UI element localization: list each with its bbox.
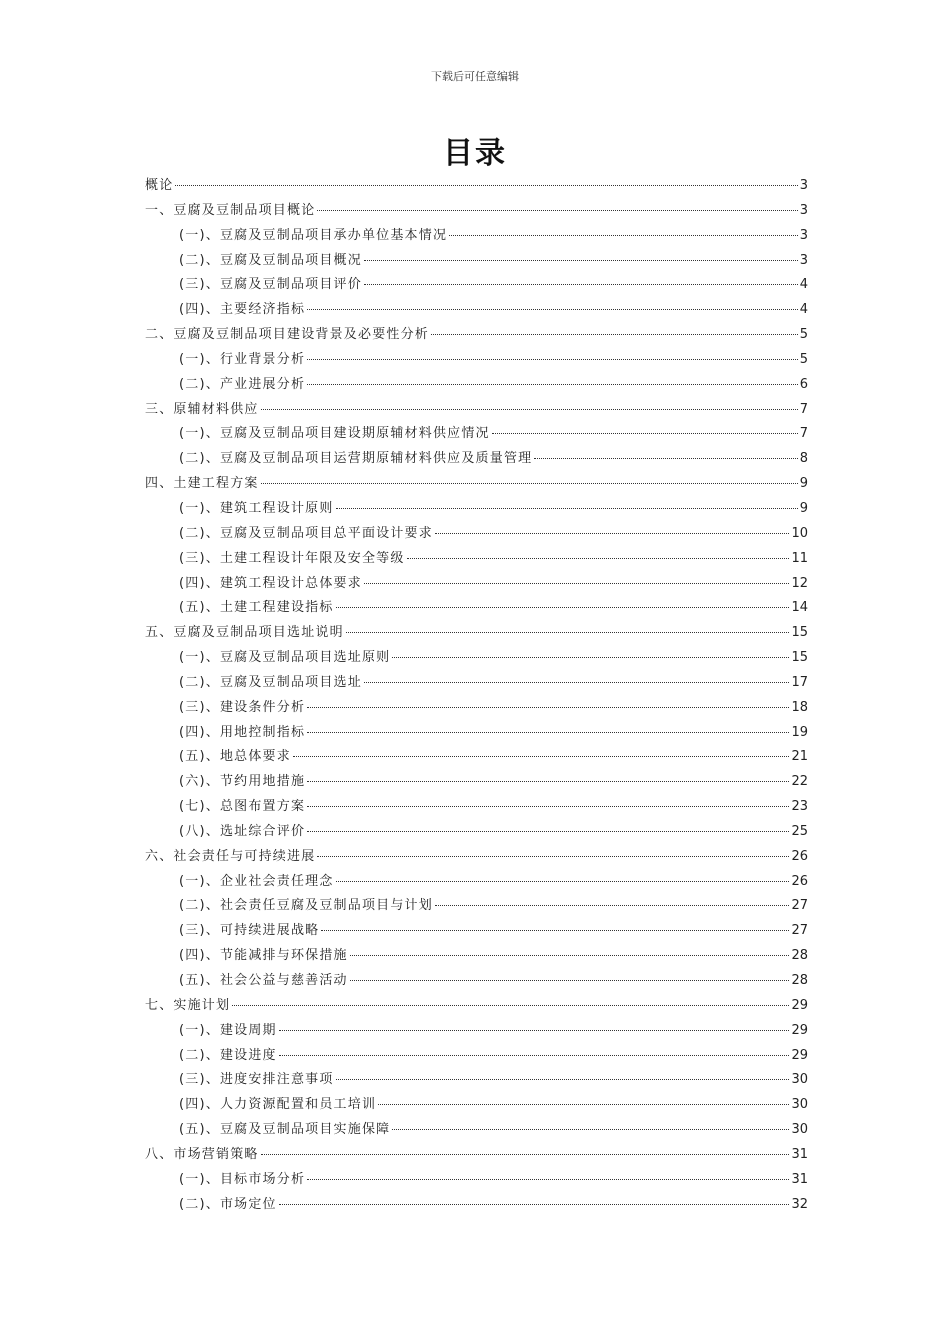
toc-entry-page-number: 31: [791, 1171, 808, 1187]
toc-dot-leader: [175, 185, 797, 186]
toc-entry-page-number: 30: [791, 1072, 808, 1088]
toc-entry-page-number: 22: [791, 774, 808, 790]
toc-entry-title: 二、豆腐及豆制品项目建设背景及必要性分析: [145, 327, 430, 343]
toc-entry-title: 三、原辅材料供应: [145, 401, 259, 417]
toc-entry-title: (四)、节能减排与环保措施: [179, 948, 348, 964]
toc-dot-leader: [317, 856, 789, 857]
toc-entry-page-number: 10: [791, 525, 808, 541]
toc-entry[interactable]: [145, 199, 808, 224]
toc-dot-leader: [293, 756, 790, 757]
toc-entry-page-number: 6: [799, 376, 808, 392]
toc-entry-title: (三)、进度安排注意事项: [179, 1072, 334, 1088]
toc-entry-title: (二)、产业进展分析: [179, 376, 306, 392]
toc-entry[interactable]: [145, 174, 808, 199]
toc-entry[interactable]: [145, 845, 808, 870]
toc-entry-title: (三)、土建工程设计年限及安全等级: [179, 550, 405, 566]
toc-entry-title: (二)、豆腐及豆制品项目概况: [179, 252, 362, 268]
toc-entry-title: (一)、行业背景分析: [179, 351, 306, 367]
toc-entry[interactable]: [145, 870, 808, 895]
toc-entry[interactable]: [145, 671, 808, 696]
toc-entry-page-number: 26: [791, 873, 808, 889]
toc-entry-title: (四)、人力资源配置和员工培训: [179, 1097, 377, 1113]
toc-entry-title: (四)、主要经济指标: [179, 302, 306, 318]
toc-entry-page-number: 32: [791, 1196, 808, 1212]
toc-entry-title: (四)、用地控制指标: [179, 724, 306, 740]
toc-dot-leader: [364, 284, 798, 285]
toc-entry-page-number: 17: [791, 674, 808, 690]
toc-entry-page-number: 4: [799, 302, 808, 318]
toc-dot-leader: [307, 806, 789, 807]
toc-dot-leader: [350, 980, 790, 981]
toc-dot-leader: [307, 359, 798, 360]
toc-entry-page-number: 18: [791, 699, 808, 715]
toc-entry-page-number: 27: [791, 898, 808, 914]
toc-entry[interactable]: [145, 398, 808, 423]
toc-dot-leader: [534, 458, 797, 459]
toc-entry-title: (八)、选址综合评价: [179, 823, 306, 839]
toc-dot-leader: [279, 1055, 790, 1056]
toc-entry[interactable]: [145, 422, 808, 447]
toc-entry-page-number: 29: [791, 1022, 808, 1038]
toc-entry-page-number: 23: [791, 799, 808, 815]
toc-entry-title: (五)、豆腐及豆制品项目实施保障: [179, 1122, 391, 1138]
toc-entry-title: (四)、建筑工程设计总体要求: [179, 575, 362, 591]
toc-entry-title: (五)、地总体要求: [179, 749, 291, 765]
toc-entry[interactable]: [145, 596, 808, 621]
toc-dot-leader: [336, 607, 790, 608]
toc-entry[interactable]: [145, 894, 808, 919]
toc-entry-title: 五、豆腐及豆制品项目选址说明: [145, 625, 344, 641]
toc-dot-leader: [492, 433, 798, 434]
toc-entry[interactable]: [145, 348, 808, 373]
toc-entry-page-number: 29: [791, 1047, 808, 1063]
toc-entry-page-number: 3: [799, 252, 808, 268]
toc-entry[interactable]: [145, 994, 808, 1019]
toc-entry[interactable]: [145, 572, 808, 597]
toc-entry[interactable]: [145, 1019, 808, 1044]
toc-entry-page-number: 21: [791, 749, 808, 765]
toc-entry-title: (一)、企业社会责任理念: [179, 873, 334, 889]
toc-entry-title: (一)、豆腐及豆制品项目承办单位基本情况: [179, 227, 448, 243]
toc-entry[interactable]: [145, 1193, 808, 1218]
toc-dot-leader: [346, 632, 790, 633]
toc-entry-title: (二)、豆腐及豆制品项目选址: [179, 674, 362, 690]
toc-entry-title: (五)、社会公益与慈善活动: [179, 973, 348, 988]
toc-entry[interactable]: [145, 919, 808, 944]
toc-entry[interactable]: [145, 472, 808, 497]
toc-entry-title: (七)、总图布置方案: [179, 799, 306, 815]
toc-dot-leader: [336, 1079, 790, 1080]
toc-entry-page-number: 11: [791, 550, 808, 566]
toc-entry-page-number: 28: [791, 973, 808, 988]
toc-entry[interactable]: [145, 373, 808, 398]
toc-entry-page-number: 19: [791, 724, 808, 740]
toc-entry-page-number: 31: [791, 1146, 808, 1162]
toc-dot-leader: [364, 260, 798, 261]
toc-entry-page-number: 9: [799, 500, 808, 516]
toc-dot-leader: [350, 955, 790, 956]
toc-dot-leader: [307, 831, 789, 832]
toc-entry[interactable]: [145, 944, 808, 969]
toc-entry-title: (一)、建设周期: [179, 1022, 277, 1038]
toc-entry-page-number: 12: [791, 575, 808, 591]
toc-title: 目录: [443, 136, 507, 171]
toc-entry[interactable]: [145, 721, 808, 746]
toc-dot-leader: [449, 235, 798, 236]
toc-entry[interactable]: [145, 696, 808, 721]
toc-dot-leader: [279, 1204, 790, 1205]
toc-entry[interactable]: [145, 1118, 808, 1143]
toc-entry[interactable]: [145, 770, 808, 795]
toc-dot-leader: [261, 409, 798, 410]
toc-entry-page-number: 29: [791, 997, 808, 1013]
toc-entry-title: (二)、市场定位: [179, 1196, 277, 1212]
toc-entry-title: (二)、建设进度: [179, 1047, 277, 1063]
header-note: 下载后可任意编辑: [431, 70, 519, 83]
toc-entry-page-number: 28: [791, 948, 808, 964]
toc-entry-page-number: 15: [791, 625, 808, 641]
toc-entry-page-number: 27: [791, 923, 808, 939]
toc-entry[interactable]: [145, 745, 808, 770]
toc-entry-page-number: 26: [791, 848, 808, 864]
toc-dot-leader: [364, 682, 790, 683]
toc-entry[interactable]: [145, 1143, 808, 1168]
toc-dot-leader: [307, 781, 789, 782]
toc-entry-title: (一)、豆腐及豆制品项目选址原则: [179, 650, 391, 666]
toc-entry-title: (三)、豆腐及豆制品项目评价: [179, 277, 362, 293]
toc-entry-title: (二)、豆腐及豆制品项目总平面设计要求: [179, 525, 433, 541]
table-of-contents: [145, 174, 808, 1217]
toc-dot-leader: [336, 881, 790, 882]
toc-entry-page-number: 3: [799, 227, 808, 243]
toc-entry[interactable]: [145, 224, 808, 249]
toc-entry[interactable]: [145, 1068, 808, 1093]
toc-entry-title: 概论: [145, 178, 174, 193]
toc-dot-leader: [407, 558, 790, 559]
toc-entry-title: 一、豆腐及豆制品项目概论: [145, 202, 316, 218]
toc-entry[interactable]: [145, 795, 808, 820]
toc-entry-page-number: 5: [799, 327, 808, 343]
toc-dot-leader: [336, 508, 798, 509]
toc-dot-leader: [261, 483, 798, 484]
toc-entry[interactable]: [145, 323, 808, 348]
toc-entry-title: (三)、建设条件分析: [179, 699, 306, 715]
toc-entry-page-number: 9: [799, 476, 808, 492]
toc-entry-page-number: 3: [799, 202, 808, 218]
toc-entry-page-number: 8: [799, 451, 808, 467]
toc-entry[interactable]: [145, 298, 808, 323]
toc-entry[interactable]: [145, 621, 808, 646]
toc-entry[interactable]: [145, 646, 808, 671]
toc-entry-page-number: 5: [799, 351, 808, 367]
toc-entry-title: (一)、建筑工程设计原则: [179, 500, 334, 516]
toc-entry-title: (五)、土建工程建设指标: [179, 600, 334, 616]
toc-dot-leader: [431, 334, 798, 335]
toc-entry-title: (二)、豆腐及豆制品项目运营期原辅材料供应及质量管理: [179, 451, 533, 467]
toc-dot-leader: [307, 707, 789, 708]
toc-entry-page-number: 3: [799, 178, 808, 193]
toc-entry-page-number: 30: [791, 1122, 808, 1138]
toc-dot-leader: [307, 384, 798, 385]
toc-entry-page-number: 7: [799, 426, 808, 442]
toc-dot-leader: [307, 309, 798, 310]
toc-entry-title: (二)、社会责任豆腐及豆制品项目与计划: [179, 898, 433, 914]
toc-entry-page-number: 7: [799, 401, 808, 417]
toc-entry[interactable]: [145, 522, 808, 547]
toc-entry-title: (三)、可持续进展战略: [179, 923, 320, 939]
toc-dot-leader: [392, 1129, 789, 1130]
toc-entry-title: (一)、目标市场分析: [179, 1171, 306, 1187]
toc-dot-leader: [364, 583, 790, 584]
toc-entry-title: 七、实施计划: [145, 997, 231, 1013]
toc-entry-title: (一)、豆腐及豆制品项目建设期原辅材料供应情况: [179, 426, 490, 442]
toc-dot-leader: [378, 1104, 789, 1105]
toc-entry[interactable]: [145, 969, 808, 994]
toc-dot-leader: [321, 930, 789, 931]
toc-entry-title: (六)、节约用地措施: [179, 774, 306, 790]
toc-dot-leader: [435, 533, 790, 534]
toc-dot-leader: [279, 1030, 790, 1031]
toc-entry[interactable]: [145, 249, 808, 274]
toc-dot-leader: [261, 1154, 790, 1155]
toc-entry-page-number: 15: [791, 650, 808, 666]
toc-entry[interactable]: [145, 447, 808, 472]
toc-entry-page-number: 25: [791, 823, 808, 839]
toc-dot-leader: [232, 1005, 789, 1006]
toc-dot-leader: [435, 905, 790, 906]
toc-entry[interactable]: [145, 547, 808, 572]
toc-entry-title: 四、土建工程方案: [145, 476, 259, 492]
toc-entry-page-number: 14: [791, 600, 808, 616]
toc-entry[interactable]: [145, 1168, 808, 1193]
toc-entry[interactable]: [145, 497, 808, 522]
toc-dot-leader: [307, 1179, 789, 1180]
toc-entry[interactable]: [145, 820, 808, 845]
toc-entry[interactable]: [145, 1093, 808, 1118]
toc-entry[interactable]: [145, 1044, 808, 1069]
toc-dot-leader: [307, 732, 789, 733]
toc-dot-leader: [317, 210, 797, 211]
toc-dot-leader: [392, 657, 789, 658]
toc-entry-title: 八、市场营销策略: [145, 1146, 259, 1162]
toc-entry-title: 六、社会责任与可持续进展: [145, 848, 316, 864]
toc-entry-page-number: 30: [791, 1097, 808, 1113]
toc-entry-page-number: 4: [799, 277, 808, 293]
toc-entry[interactable]: [145, 273, 808, 298]
